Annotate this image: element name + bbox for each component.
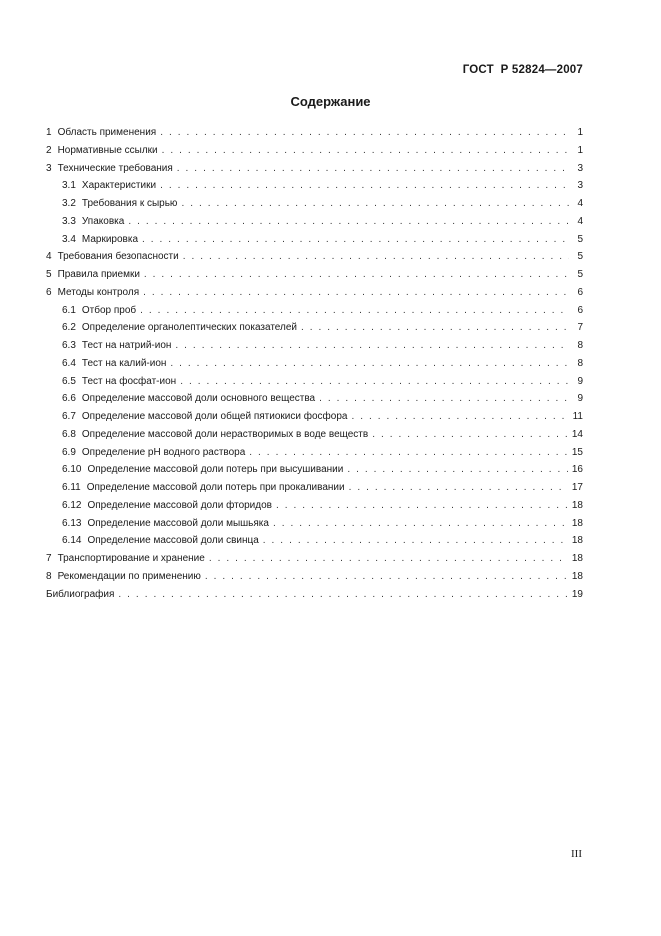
toc-entry[interactable] [46,426,583,444]
toc-entry-page: 15 [571,446,583,458]
toc-entry-number: 4 [46,251,52,263]
toc-entry-page: 5 [577,269,583,280]
toc-entry[interactable] [46,231,583,249]
toc-entry-number: 1 [46,127,52,138]
toc-entry-page: 19 [571,588,583,600]
toc-entry-label: Упаковка [81,215,125,227]
toc-entry-number: 6.11 [62,482,81,493]
toc-entry-number: 3.2 [62,198,76,209]
toc-entry[interactable] [46,195,583,213]
toc-entry[interactable] [46,177,583,195]
toc-entry-label: Область применения [57,127,157,138]
toc-entry[interactable] [46,444,583,462]
toc-entry-label: Определение массовой доли общей пятиокиси фосфора [81,411,348,422]
toc-entry[interactable] [46,124,583,142]
page-title: Содержание [290,94,371,109]
toc-entry-label: Определение массовой доли фторидов [87,499,272,511]
table-of-contents [46,124,583,603]
toc-entry-page: 18 [571,499,583,511]
toc-entry-page: 8 [577,340,583,351]
toc-entry[interactable] [46,266,583,284]
toc-dot-leader [209,550,568,568]
toc-entry-page: 7 [577,322,583,334]
toc-entry[interactable] [46,586,583,604]
toc-dot-leader [249,444,568,462]
toc-entry[interactable] [46,248,583,266]
toc-entry[interactable] [46,302,583,320]
toc-entry-number: 3.4 [62,233,76,245]
toc-entry-page: 5 [577,251,583,263]
toc-entry-page: 18 [571,553,583,564]
toc-dot-leader [301,319,569,337]
toc-entry-label: Определение массовой доли нерастворимых в воде веществ [81,428,369,440]
toc-entry-label: Технические требования [57,162,173,174]
toc-entry-label: Отбор проб [81,304,137,316]
toc-dot-leader [140,302,569,320]
toc-dot-leader [205,568,568,586]
toc-entry-label: Определение массовой доли свинца [87,535,259,547]
toc-entry[interactable] [46,461,583,479]
toc-entry-label: Определение массовой доли мышьяка [87,517,269,529]
toc-dot-leader [180,373,569,391]
toc-entry[interactable] [46,390,583,408]
toc-entry[interactable] [46,373,583,391]
toc-entry[interactable] [46,479,583,497]
toc-entry[interactable] [46,213,583,231]
toc-entry-page: 8 [577,357,583,369]
toc-entry-page: 18 [571,570,583,582]
toc-dot-leader [372,426,568,444]
toc-dot-leader [181,195,569,213]
toc-entry-label: Методы контроля [57,286,140,298]
toc-entry-number: 6.10 [62,464,82,476]
toc-dot-leader [160,124,569,142]
toc-entry-page: 3 [577,162,583,174]
toc-entry-page: 18 [571,535,583,547]
toc-entry[interactable] [46,532,583,550]
toc-entry-label: Нормативные ссылки [57,144,158,156]
toc-entry-page: 3 [577,180,583,192]
toc-dot-leader [183,248,569,266]
toc-entry-label: Тест на калий-ион [81,357,167,369]
page-number: III [571,848,582,860]
toc-dot-leader [273,515,568,533]
toc-entry[interactable] [46,568,583,586]
toc-entry[interactable] [46,355,583,373]
toc-entry-label: Рекомендации по применению [57,570,201,582]
toc-dot-leader [175,337,569,355]
toc-entry-label: Требования безопасности [57,251,179,263]
toc-dot-leader [276,497,568,515]
toc-entry-page: 16 [571,464,583,476]
toc-entry-number: 5 [46,269,52,280]
toc-entry-number: 6.1 [62,304,76,316]
toc-entry-number: 3.1 [62,180,76,192]
toc-entry-number: 6.4 [62,357,76,369]
toc-dot-leader [162,142,569,160]
toc-entry-page: 6 [577,286,583,298]
toc-entry-label: Определение массовой доли основного вещества [81,393,316,405]
toc-dot-leader [177,160,569,178]
toc-entry-label: Транспортирование и хранение [57,553,205,564]
toc-entry-label: Требования к сырью [81,198,178,209]
toc-dot-leader [143,284,569,302]
toc-entry-number: 6 [46,286,52,298]
toc-entry-number: 6.9 [62,446,76,458]
toc-dot-leader [142,231,569,249]
toc-entry-page: 14 [571,428,583,440]
toc-entry-number: 6.3 [62,340,76,351]
toc-entry-label: Маркировка [81,233,139,245]
toc-dot-leader [349,479,568,497]
toc-entry-page: 9 [577,375,583,387]
toc-entry-number: 6.12 [62,499,82,511]
toc-entry[interactable] [46,319,583,337]
toc-entry-label: Определение массовой доли потерь при прокаливании [86,482,345,493]
toc-entry-number: 8 [46,570,52,582]
toc-entry-page: 5 [577,233,583,245]
toc-entry-number: 6.2 [62,322,76,334]
toc-entry-page: 6 [577,304,583,316]
toc-entry-number: 3.3 [62,215,76,227]
toc-dot-leader [319,390,569,408]
toc-entry-page: 18 [571,517,583,529]
toc-entry-number: 6.14 [62,535,82,547]
toc-entry-number: 6.8 [62,428,76,440]
toc-entry-label: Правила приемки [57,269,140,280]
toc-entry-label: Определение рН водного раствора [81,446,246,458]
toc-entry-number: 3 [46,162,52,174]
toc-entry[interactable] [46,515,583,533]
toc-dot-leader [170,355,569,373]
toc-entry[interactable] [46,408,583,426]
toc-dot-leader [263,532,568,550]
toc-dot-leader [351,408,568,426]
toc-entry-number: 6.5 [62,375,76,387]
toc-entry-number: 7 [46,553,52,564]
toc-entry[interactable] [46,497,583,515]
toc-entry[interactable] [46,337,583,355]
toc-entry-page: 1 [577,144,583,156]
toc-entry-number: 6.7 [62,411,76,422]
toc-entry[interactable] [46,160,583,178]
toc-entry-page: 4 [577,198,583,209]
toc-entry-page: 4 [577,215,583,227]
toc-entry-page: 17 [571,482,583,493]
toc-dot-leader [347,461,568,479]
toc-entry-number: 2 [46,144,52,156]
toc-entry-label: Определение органолептических показателей [81,322,298,334]
toc-dot-leader [144,266,569,284]
toc-dot-leader [118,586,567,604]
toc-entry-label: Характеристики [81,180,157,192]
toc-entry-number: 6.6 [62,393,76,405]
toc-dot-leader [160,177,569,195]
toc-entry-label: Тест на фосфат-ион [81,375,177,387]
toc-entry-page: 11 [572,411,583,422]
toc-entry-page: 9 [577,393,583,405]
toc-entry-label: Определение массовой доли потерь при высушивании [87,464,344,476]
toc-entry-number: 6.13 [62,517,82,529]
toc-dot-leader [128,213,569,231]
document-code: ГОСТ Р 52824—2007 [462,64,583,76]
toc-entry[interactable] [46,142,583,160]
toc-entry-page: 1 [577,127,583,138]
toc-entry[interactable] [46,284,583,302]
toc-entry[interactable] [46,550,583,568]
toc-entry-label: Тест на натрий-ион [81,340,172,351]
toc-entry-label: Библиография [46,588,115,600]
